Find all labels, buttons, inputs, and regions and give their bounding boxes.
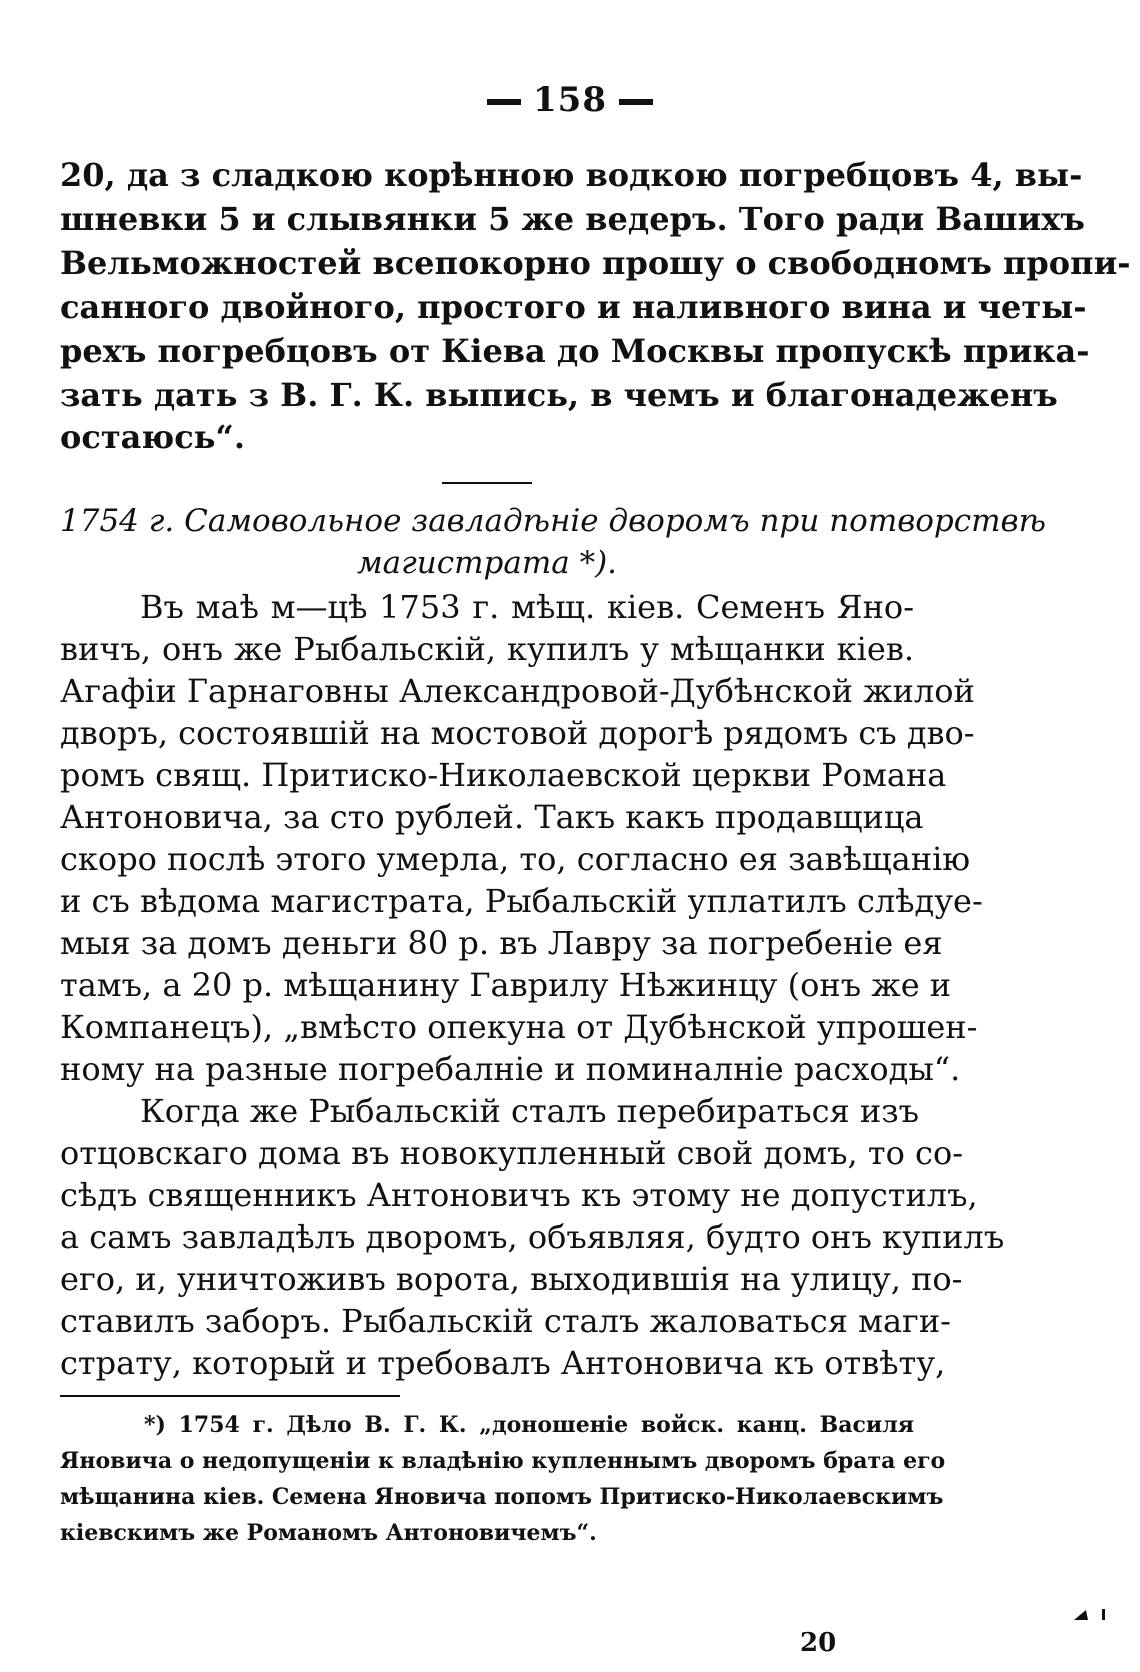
section-heading-line-1: 1754 г. Самовольное завладѣніе дворомъ при потворствѣ [60, 503, 1046, 539]
margin-mark [1072, 1606, 1112, 1622]
dash-right [619, 99, 653, 105]
upper-text-line: остаюсь“. [60, 418, 245, 456]
footnote-line: *) 1754 г. Дѣло В. Г. К. „доношеніе войск. канц. Василя [144, 1412, 914, 1438]
body-text-line: мыя за домъ деньги 80 р. въ Лавру за погребеніе ея [60, 924, 943, 962]
dash-left [487, 99, 521, 105]
body-text-line: сѣдъ священникъ Антоновичъ къ этому не допустилъ, [60, 1176, 978, 1214]
upper-text-line: зать дать з В. Г. К. выпись, в чемъ и благонадеженъ [60, 376, 1058, 414]
upper-text-line: рехъ погребцовъ от Кіева до Москвы пропускѣ прика- [60, 332, 1090, 370]
body-text-line: его, и, уничтоживъ ворота, выходившія на улицу, по- [60, 1260, 963, 1298]
upper-text-line: Вельможностей всепокорно прошу о свободномъ пропи- [60, 244, 1131, 282]
body-text-line: Когда же Рыбальскій сталъ перебираться изъ [140, 1092, 919, 1130]
body-text-line: ному на разные погребалніе и поминалніе расходы“. [60, 1050, 961, 1088]
footnote-line: Яновича о недопущеніи к владѣнію купленнымъ дворомъ брата его [60, 1448, 946, 1474]
footnote-rule [60, 1395, 400, 1397]
body-text-line: Агафіи Гарнаговны Александровой-Дубѣнской жилой [60, 672, 975, 710]
page-number [0, 80, 1140, 120]
body-text-line: дворъ, состоявшій на мостовой дорогѣ рядомъ съ дво- [60, 714, 975, 752]
body-text-line: отцовскаго дома въ новокупленный свой домъ, то со- [60, 1134, 964, 1172]
footnote-line: кіевскимъ же Романомъ Антоновичемъ“. [60, 1520, 597, 1546]
upper-text-line: шневки 5 и слывянки 5 же ведеръ. Того ради Вашихъ [60, 200, 1085, 238]
section-heading-line-2: магистрата *). [356, 545, 618, 581]
body-text-line: Въ маѣ м—цѣ 1753 г. мѣщ. кіев. Семенъ Яно- [140, 588, 914, 626]
upper-text-line: санного двойного, простого и наливного вина и четы- [60, 288, 1087, 326]
footnote-line: мѣщанина кіев. Семена Яновича попомъ Притиско-Николаевскимъ [60, 1484, 944, 1510]
upper-text-line: 20, да з сладкою корѣнною водкою погребцовъ 4, вы- [60, 156, 1083, 194]
body-text-line: ставилъ заборъ. Рыбальскій сталъ жаловаться маги- [60, 1302, 951, 1340]
body-text-line: тамъ, а 20 р. мѣщанину Гаврилу Нѣжинцу (онъ же и [60, 966, 952, 1004]
body-text-line: страту, который и требовалъ Антоновича къ отвѣту, [60, 1344, 946, 1382]
body-text-line: и съ вѣдома магистрата, Рыбальскій уплатилъ слѣдуе- [60, 882, 983, 920]
body-text-line: а самъ завладѣлъ дворомъ, объявляя, будто онъ купилъ [60, 1218, 1005, 1256]
signature-mark: 20 [800, 1628, 837, 1658]
body-text-line: скоро послѣ этого умерла, то, согласно ея завѣщанію [60, 840, 971, 878]
body-text-line: вичъ, онъ же Рыбальскій, купилъ у мѣщанки кіев. [60, 630, 914, 668]
body-text-line: Антоновича, за сто рублей. Такъ какъ продавщица [60, 798, 924, 836]
body-text-line: ромъ свящ. Притиско-Николаевской церкви Романа [60, 756, 947, 794]
section-separator [442, 482, 532, 484]
page-number-text: 158 [533, 80, 607, 120]
body-text-line: Компанецъ), „вмѣсто опекуна от Дубѣнской упрошен- [60, 1008, 978, 1046]
